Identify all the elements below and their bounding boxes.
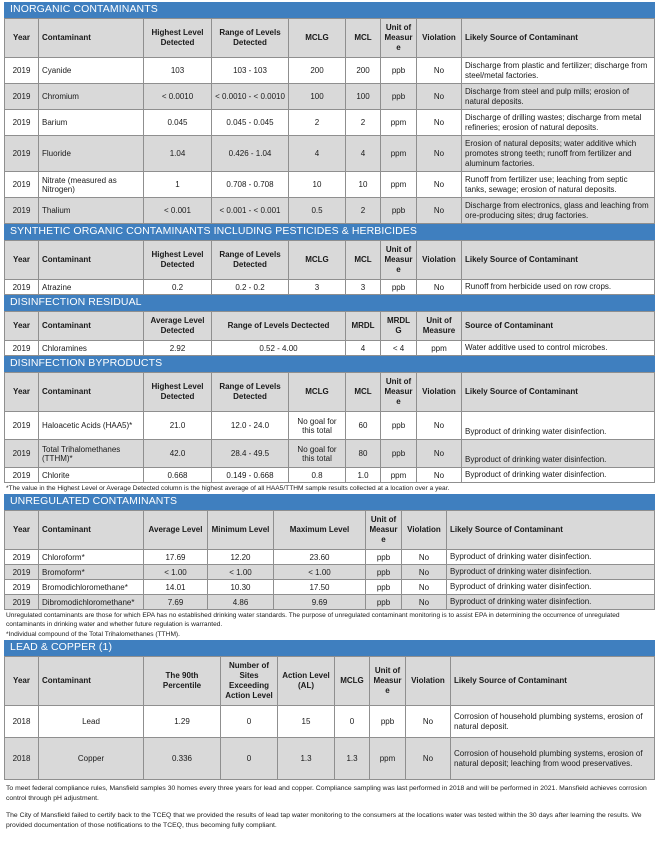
cell-average: 17.69 <box>144 550 208 565</box>
table-synthetic-organic-contaminants <box>4 240 655 295</box>
cell-range: < 0.0010 - < 0.0010 <box>212 84 289 110</box>
table-row <box>5 580 655 595</box>
cell-highest: 103 <box>144 58 212 84</box>
cell-unit: ppm <box>370 738 406 780</box>
cell-contaminant: Total Trihalomethanes (TTHM)* <box>39 440 144 468</box>
col-contaminant: Contaminant <box>39 511 144 550</box>
col-mclg: MCLG <box>289 19 346 58</box>
cell-minimum: 12.20 <box>208 550 274 565</box>
cell-source: Byproduct of drinking water disinfection. <box>447 580 655 595</box>
cell-year: 2019 <box>5 84 39 110</box>
cell-violation: No <box>406 738 451 780</box>
cell-contaminant: Chloroform* <box>39 550 144 565</box>
section-banner-lead-copper: LEAD & COPPER (1) <box>4 640 655 656</box>
note-tceq-certification: The City of Mansfield failed to certify back to the TCEQ that we provided the results of lead tap water monitoring to the consumers at the locations water was tested within the 30 days after learning the results. We provided documentation of those notifications to the TCEQ, thus becoming fully compliant. <box>6 812 642 829</box>
cell-highest: 21.0 <box>144 412 212 440</box>
cell-year: 2019 <box>5 440 39 468</box>
cell-source: Discharge from electronics, glass and leaching from ore-producing sites; drug factories. <box>462 198 655 224</box>
col-violation: Violation <box>417 373 462 412</box>
cell-mclg: 200 <box>289 58 346 84</box>
col-mclg: MCLG <box>289 373 346 412</box>
cell-unit: ppm <box>381 110 417 136</box>
col-highest-level-detected: Highest Level Detected <box>144 19 212 58</box>
cell-contaminant: Cyanide <box>39 58 144 84</box>
footnote-individual-compound: *Individual compound of the Total Trihalomethanes (TTHM). <box>6 631 180 638</box>
cell-range: 0.52 - 4.00 <box>212 341 346 356</box>
cell-unit: ppb <box>366 550 402 565</box>
cell-source: Byproduct of drinking water disinfection. <box>447 565 655 580</box>
col-unit-of-measure: Unit of Measure <box>381 19 417 58</box>
col-unit-of-measure: Unit of Measure <box>381 241 417 280</box>
cell-minimum: 10.30 <box>208 580 274 595</box>
cell-mcl: 60 <box>346 412 381 440</box>
cell-maximum: 23.60 <box>274 550 366 565</box>
cell-violation: No <box>417 280 462 295</box>
cell-mrdl: 4 <box>346 341 381 356</box>
cell-highest: 1.04 <box>144 136 212 172</box>
cell-mclg: 1.3 <box>335 738 370 780</box>
cell-mcl: 200 <box>346 58 381 84</box>
table-row <box>5 58 655 84</box>
cell-contaminant: Chloramines <box>39 341 144 356</box>
cell-source: Corrosion of household plumbing systems, erosion of natural deposit; leaching from wood preservatives. <box>451 738 655 780</box>
cell-mclg: 10 <box>289 172 346 198</box>
footnote-unregulated-explanation: Unregulated contaminants are those for which EPA has no established drinking water standards. The purpose of unregulated contaminant monitoring is to assist EPA in determining the occurrence of unregulated contaminants in drinking water and whether future regulation is warranted. <box>6 612 620 628</box>
cell-unit: ppb <box>381 440 417 468</box>
cell-violation: No <box>402 580 447 595</box>
table-header-row <box>5 511 655 550</box>
cell-source: Byproduct of drinking water disinfection. <box>462 468 655 483</box>
table-row <box>5 706 655 738</box>
table-row <box>5 595 655 610</box>
col-mclg: MCLG <box>335 657 370 706</box>
cell-average: 14.01 <box>144 580 208 595</box>
col-contaminant: Contaminant <box>39 312 144 341</box>
col-average-level-detected: Average Level Detected <box>144 312 212 341</box>
cell-highest: 0.668 <box>144 468 212 483</box>
cell-violation: No <box>417 172 462 198</box>
cell-range: < 0.001 - < 0.001 <box>212 198 289 224</box>
cell-contaminant: Bromodichloromethane* <box>39 580 144 595</box>
cell-source: Byproduct of drinking water disinfection. <box>447 550 655 565</box>
table-row <box>5 468 655 483</box>
cell-unit: ppm <box>381 136 417 172</box>
cell-average: 7.69 <box>144 595 208 610</box>
cell-sites-exceeding: 0 <box>221 738 278 780</box>
col-year: Year <box>5 373 39 412</box>
cell-range: 0.045 - 0.045 <box>212 110 289 136</box>
cell-year: 2019 <box>5 412 39 440</box>
col-likely-source: Likely Source of Contaminant <box>462 373 655 412</box>
cell-action-level: 15 <box>278 706 335 738</box>
cell-year: 2018 <box>5 706 39 738</box>
cell-source: Erosion of natural deposits; water additive which promotes strong teeth; runoff from fertilizer and aluminum factories. <box>462 136 655 172</box>
cell-contaminant: Chromium <box>39 84 144 110</box>
cell-contaminant: Nitrate (measured as Nitrogen) <box>39 172 144 198</box>
cell-mclg: 0.8 <box>289 468 346 483</box>
cell-range: 12.0 - 24.0 <box>212 412 289 440</box>
cell-unit: ppb <box>370 706 406 738</box>
col-range-of-levels-dectected: Range of Levels Dectected <box>212 312 346 341</box>
cell-average: 2.92 <box>144 341 212 356</box>
col-violation: Violation <box>406 657 451 706</box>
cell-year: 2019 <box>5 172 39 198</box>
col-year: Year <box>5 19 39 58</box>
col-likely-source: Likely Source of Contaminant <box>462 241 655 280</box>
cell-source: Discharge from plastic and fertilizer; discharge from steel/metal factories. <box>462 58 655 84</box>
cell-year: 2019 <box>5 280 39 295</box>
cell-mcl: 2 <box>346 110 381 136</box>
cell-highest: 1 <box>144 172 212 198</box>
col-highest-level-detected: Highest Level Detected <box>144 241 212 280</box>
cell-violation: No <box>417 440 462 468</box>
cell-violation: No <box>417 198 462 224</box>
cell-sites-exceeding: 0 <box>221 706 278 738</box>
cell-highest: 42.0 <box>144 440 212 468</box>
table-row <box>5 280 655 295</box>
cell-mcl: 2 <box>346 198 381 224</box>
cell-unit: ppb <box>381 280 417 295</box>
cell-mclg: 0 <box>335 706 370 738</box>
table-header-row <box>5 19 655 58</box>
cell-violation: No <box>417 468 462 483</box>
table-header-row <box>5 312 655 341</box>
cell-contaminant: Bromoform* <box>39 565 144 580</box>
col-action-level: Action Level (AL) <box>278 657 335 706</box>
table-row <box>5 136 655 172</box>
cell-year: 2019 <box>5 595 39 610</box>
cell-year: 2019 <box>5 136 39 172</box>
col-average-level: Average Level <box>144 511 208 550</box>
cell-maximum: 9.69 <box>274 595 366 610</box>
cell-contaminant: Thalium <box>39 198 144 224</box>
cell-percentile: 0.336 <box>144 738 221 780</box>
cell-year: 2019 <box>5 550 39 565</box>
cell-mrdlg: < 4 <box>381 341 417 356</box>
cell-range: 0.2 - 0.2 <box>212 280 289 295</box>
cell-violation: No <box>417 136 462 172</box>
cell-highest: < 0.0010 <box>144 84 212 110</box>
cell-unit: ppb <box>366 580 402 595</box>
col-likely-source: Likely Source of Contaminant <box>451 657 655 706</box>
col-year: Year <box>5 657 39 706</box>
footnote-haa5-tthm: *The value in the Highest Level or Average Detected column is the highest average of all HAA5/TTHM sample results collected at a location over a year. <box>6 485 450 492</box>
cell-unit: ppm <box>381 468 417 483</box>
cell-mclg: 4 <box>289 136 346 172</box>
cell-highest: 0.2 <box>144 280 212 295</box>
cell-mcl: 1.0 <box>346 468 381 483</box>
col-sites-exceeding-action-level: Number of Sites Exceeding Action Level <box>221 657 278 706</box>
cell-violation: No <box>417 110 462 136</box>
cell-maximum: < 1.00 <box>274 565 366 580</box>
cell-range: 0.149 - 0.668 <box>212 468 289 483</box>
cell-mclg: No goal for this total <box>289 440 346 468</box>
cell-unit: ppb <box>381 58 417 84</box>
cell-violation: No <box>402 595 447 610</box>
col-range-of-levels-detected: Range of Levels Detected <box>212 373 289 412</box>
cell-source: Water additive used to control microbes. <box>462 341 655 356</box>
cell-source: Discharge from steel and pulp mills; erosion of natural deposits. <box>462 84 655 110</box>
cell-year: 2019 <box>5 58 39 84</box>
table-inorganic-contaminants <box>4 18 655 224</box>
table-row <box>5 198 655 224</box>
cell-year: 2019 <box>5 468 39 483</box>
table-row <box>5 172 655 198</box>
cell-contaminant: Atrazine <box>39 280 144 295</box>
col-violation: Violation <box>417 19 462 58</box>
cell-year: 2019 <box>5 198 39 224</box>
col-contaminant: Contaminant <box>39 657 144 706</box>
cell-source: Discharge of drilling wastes; discharge from metal refineries; erosion of natural deposits. <box>462 110 655 136</box>
col-unit-of-measure: Unit of Measure <box>370 657 406 706</box>
cell-contaminant: Copper <box>39 738 144 780</box>
cell-violation: No <box>402 550 447 565</box>
cell-year: 2018 <box>5 738 39 780</box>
cell-contaminant: Dibromodichloromethane* <box>39 595 144 610</box>
col-range-of-levels-detected: Range of Levels Detected <box>212 241 289 280</box>
table-row <box>5 110 655 136</box>
cell-range: 0.426 - 1.04 <box>212 136 289 172</box>
table-disinfection-residual <box>4 311 655 356</box>
cell-mclg: 2 <box>289 110 346 136</box>
table-disinfection-byproducts <box>4 372 655 483</box>
cell-unit: ppm <box>381 172 417 198</box>
cell-mclg: No goal for this total <box>289 412 346 440</box>
cell-contaminant: Lead <box>39 706 144 738</box>
col-likely-source: Likely Source of Contaminant <box>462 19 655 58</box>
col-mcl: MCL <box>346 19 381 58</box>
cell-mcl: 10 <box>346 172 381 198</box>
cell-contaminant: Haloacetic Acids (HAA5)* <box>39 412 144 440</box>
bottom-notes <box>4 784 655 831</box>
section-banner-unregulated: UNREGULATED CONTAMINANTS <box>4 494 655 510</box>
col-violation: Violation <box>402 511 447 550</box>
col-minimum-level: Minimum Level <box>208 511 274 550</box>
cell-unit: ppb <box>381 198 417 224</box>
cell-violation: No <box>417 412 462 440</box>
cell-source: Corrosion of household plumbing systems, erosion of natural deposit. <box>451 706 655 738</box>
cell-unit: ppb <box>381 84 417 110</box>
table-row <box>5 440 655 468</box>
section-banner-disinfection-residual: DISINFECTION RESIDUAL <box>4 295 655 311</box>
cell-year: 2019 <box>5 110 39 136</box>
cell-violation: No <box>417 84 462 110</box>
cell-mcl: 3 <box>346 280 381 295</box>
col-unit-of-measure: Unit of Measure <box>417 312 462 341</box>
col-mrdl: MRDL <box>346 312 381 341</box>
col-unit-of-measure: Unit of Measure <box>381 373 417 412</box>
cell-contaminant: Barium <box>39 110 144 136</box>
col-source-of-contaminant: Source of Contaminant <box>462 312 655 341</box>
col-year: Year <box>5 241 39 280</box>
table-row <box>5 84 655 110</box>
cell-source: Byproduct of drinking water disinfection. <box>462 412 655 440</box>
table-row <box>5 565 655 580</box>
cell-range: 0.708 - 0.708 <box>212 172 289 198</box>
table-header-row <box>5 373 655 412</box>
cell-source: Runoff from herbicide used on row crops. <box>462 280 655 295</box>
cell-average: < 1.00 <box>144 565 208 580</box>
cell-mclg: 100 <box>289 84 346 110</box>
table-lead-and-copper <box>4 656 655 780</box>
col-mclg: MCLG <box>289 241 346 280</box>
cell-highest: 0.045 <box>144 110 212 136</box>
cell-range: 28.4 - 49.5 <box>212 440 289 468</box>
table-row <box>5 341 655 356</box>
cell-violation: No <box>417 58 462 84</box>
col-90th-percentile: The 90th Percentile <box>144 657 221 706</box>
col-year: Year <box>5 511 39 550</box>
section-banner-inorganic: INORGANIC CONTAMINANTS <box>4 2 655 18</box>
col-violation: Violation <box>417 241 462 280</box>
col-highest-level-detected: Highest Level Detected <box>144 373 212 412</box>
col-maximum-level: Maximum Level <box>274 511 366 550</box>
col-unit-of-measure: Unit of Measure <box>366 511 402 550</box>
cell-year: 2019 <box>5 580 39 595</box>
cell-unit: ppb <box>366 565 402 580</box>
note-compliance-sampling: To meet federal compliance rules, Mansfield samples 30 homes every three years for lead and copper. Compliance sampling was last performed in 2018 and will be performed in 2021. Mansfield achieves corrosion control through pH adjustment. <box>6 785 647 802</box>
table-row <box>5 412 655 440</box>
table-row <box>5 738 655 780</box>
cell-action-level: 1.3 <box>278 738 335 780</box>
table-header-row <box>5 241 655 280</box>
col-likely-source: Likely Source of Contaminant <box>447 511 655 550</box>
col-contaminant: Contaminant <box>39 373 144 412</box>
cell-minimum: < 1.00 <box>208 565 274 580</box>
col-year: Year <box>5 312 39 341</box>
cell-mcl: 80 <box>346 440 381 468</box>
col-mcl: MCL <box>346 373 381 412</box>
cell-unit: ppm <box>417 341 462 356</box>
cell-mcl: 100 <box>346 84 381 110</box>
cell-year: 2019 <box>5 341 39 356</box>
cell-source: Byproduct of drinking water disinfection. <box>462 440 655 468</box>
col-range-of-levels-detected: Range of Levels Detected <box>212 19 289 58</box>
section-banner-disinfection-byproducts: DISINFECTION BYPRODUCTS <box>4 356 655 372</box>
cell-range: 103 - 103 <box>212 58 289 84</box>
cell-mclg: 0.5 <box>289 198 346 224</box>
cell-mclg: 3 <box>289 280 346 295</box>
section-banner-synthetic-organic: SYNTHETIC ORGANIC CONTAMINANTS INCLUDING PESTICIDES & HERBICIDES <box>4 224 655 240</box>
cell-year: 2019 <box>5 565 39 580</box>
cell-minimum: 4.86 <box>208 595 274 610</box>
table-unregulated-contaminants <box>4 510 655 610</box>
cell-violation: No <box>402 565 447 580</box>
cell-source: Byproduct of drinking water disinfection. <box>447 595 655 610</box>
cell-unit: ppb <box>381 412 417 440</box>
cell-source: Runoff from fertilizer use; leaching from septic tanks, sewage; erosion of natural deposits. <box>462 172 655 198</box>
col-mcl: MCL <box>346 241 381 280</box>
cell-unit: ppb <box>366 595 402 610</box>
col-contaminant: Contaminant <box>39 241 144 280</box>
col-contaminant: Contaminant <box>39 19 144 58</box>
table-row <box>5 550 655 565</box>
cell-violation: No <box>406 706 451 738</box>
cell-contaminant: Chlorite <box>39 468 144 483</box>
cell-contaminant: Fluoride <box>39 136 144 172</box>
cell-percentile: 1.29 <box>144 706 221 738</box>
cell-maximum: 17.50 <box>274 580 366 595</box>
col-mrdlg: MRDLG <box>381 312 417 341</box>
cell-highest: < 0.001 <box>144 198 212 224</box>
table-header-row <box>5 657 655 706</box>
cell-mcl: 4 <box>346 136 381 172</box>
